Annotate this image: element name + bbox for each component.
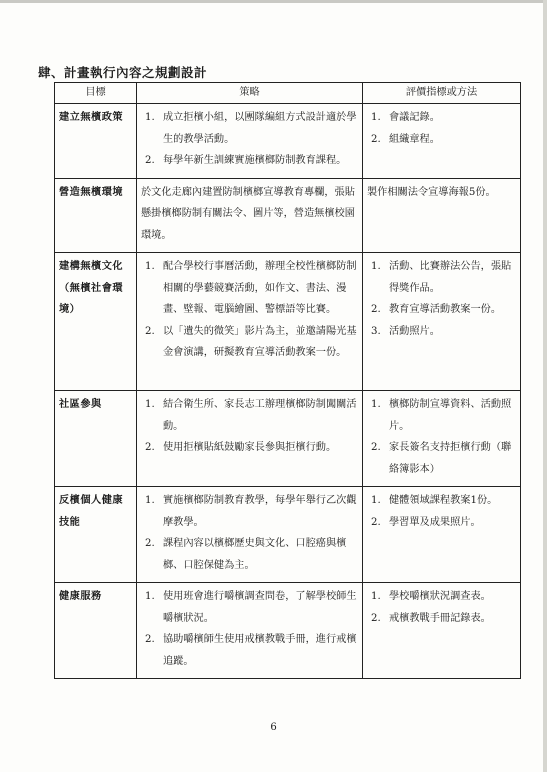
strategy-item [141, 150, 358, 172]
item-number: 2. [145, 155, 155, 166]
goal-cell [55, 178, 137, 253]
evaluation-text: 製作相關法令宣導海報5份。 [367, 186, 496, 198]
item-number: 2. [145, 634, 155, 645]
item-text: 結合衛生所、家長志工辦理檳榔防制闖關活動。 [163, 399, 357, 432]
strategy-cell [137, 178, 363, 253]
item-text: 課程內容以檳榔歷史與文化、口腔癌與檳榔、口腔保健為主。 [163, 538, 347, 571]
goal-cell [55, 583, 137, 679]
item-text: 實施檳榔防制教育教學，每學年舉行乙次觀摩教學。 [163, 495, 357, 528]
strategy-item [141, 321, 358, 364]
goal-label: 營造無檳環境 [59, 185, 124, 198]
item-text: 檳榔防制宣導資料、活動照片。 [389, 399, 512, 432]
evaluation-item [367, 129, 516, 151]
item-number: 2. [371, 516, 381, 528]
strategy-item [141, 394, 358, 437]
plan-table [54, 82, 521, 679]
evaluation-item [367, 437, 516, 480]
evaluation-item [367, 608, 516, 630]
scan-edge-right [543, 0, 547, 772]
item-number: 1. [371, 495, 381, 506]
item-text: 配合學校行事曆活動，辦理全校性檳榔防制相關的學藝競賽活動，如作文、書法、漫畫、壁報、電腦繪圖、警標語等比賽。 [163, 261, 357, 315]
item-text: 會議記錄。 [389, 112, 440, 123]
item-number: 3. [371, 325, 381, 337]
header-strategy: 策略 [137, 83, 363, 104]
strategy-item [141, 256, 358, 321]
item-number: 2. [371, 304, 381, 315]
table-row [55, 583, 521, 679]
item-number: 1. [371, 261, 381, 272]
evaluation-cell [363, 583, 521, 679]
item-number: 1. [145, 495, 155, 506]
item-text: 健體領域課程教案1份。 [389, 495, 498, 506]
goal-cell [55, 487, 137, 583]
strategy-item [141, 490, 358, 533]
item-text: 活動、比賽辦法公告，張貼得獎作品。 [389, 261, 512, 294]
evaluation-cell [363, 391, 521, 487]
evaluation-cell [363, 487, 521, 583]
goal-label: 境） [59, 303, 81, 315]
goal-label: 社區參與 [59, 398, 102, 410]
item-number: 2. [371, 442, 381, 453]
goal-label: 技能 [59, 515, 81, 528]
item-text: 教育宣導活動教案一份。 [389, 304, 502, 315]
item-number: 1. [371, 591, 381, 602]
scan-edge-top [0, 0, 547, 3]
table-row [55, 178, 521, 253]
evaluation-item [367, 490, 516, 512]
item-number: 1. [145, 591, 155, 602]
evaluation-item [367, 299, 516, 321]
item-number: 1. [145, 399, 155, 410]
item-text: 每學年新生訓練實施檳榔防制教育課程。 [163, 155, 347, 166]
strategy-cell [137, 391, 363, 487]
evaluation-cell [363, 253, 521, 391]
table-header-row [55, 83, 521, 104]
strategy-item [141, 437, 358, 459]
evaluation-item [367, 321, 516, 343]
strategy-cell [137, 583, 363, 679]
goal-label: 反檳個人健康 [59, 494, 124, 506]
item-text: 戒檳教戰手冊記錄表。 [389, 612, 491, 624]
strategy-cell [137, 253, 363, 391]
evaluation-cell [363, 178, 521, 253]
goal-label: （無檳社會環 [59, 281, 124, 294]
item-number: 1. [371, 112, 381, 123]
item-text: 組織章程。 [389, 133, 440, 145]
table-row [55, 253, 521, 391]
item-text: 家長簽名支持拒檳行動（聯絡簿影本） [389, 442, 512, 475]
item-text: 成立拒檳小組，以團隊編組方式設計適於學生的教學活動。 [163, 112, 357, 145]
item-number: 2. [371, 612, 381, 624]
item-number: 1. [371, 399, 381, 410]
table-row [55, 104, 521, 179]
item-text: 使用拒檳貼紙鼓勵家長參與拒檳行動。 [163, 442, 337, 453]
evaluation-item [367, 107, 516, 129]
goal-label: 建立無檳政策 [59, 111, 124, 123]
table-row [55, 487, 521, 583]
strategy-text: 於文化走廊內建置防制檳榔宣導教育專欄，張貼懸掛檳榔防制有關法令、圖片等，營造無檳校園環境。 [141, 186, 355, 241]
item-number: 1. [145, 261, 155, 272]
evaluation-item [367, 512, 516, 534]
goal-cell [55, 391, 137, 487]
item-text: 使用班會進行嚼檳調查問卷，了解學校師生嚼檳狀況。 [163, 591, 357, 624]
item-text: 以「遺失的微笑」影片為主，並邀請陽光基金會演講，研擬教育宣導活動教案一份。 [163, 325, 357, 358]
strategy-item [141, 586, 358, 629]
item-number: 2. [145, 538, 155, 549]
evaluation-item [367, 394, 516, 437]
item-text: 協助嚼檳師生使用戒檳教戰手冊，進行戒檳追蹤。 [163, 634, 357, 667]
strategy-item [141, 107, 358, 150]
page-number: 6 [270, 722, 277, 733]
strategy-item [141, 533, 358, 576]
strategy-cell [137, 487, 363, 583]
item-text: 學校嚼檳狀況調查表。 [389, 591, 491, 602]
header-goal: 目標 [55, 83, 137, 104]
evaluation-item [367, 256, 516, 299]
strategy-item [141, 629, 358, 672]
table-row [55, 391, 521, 487]
goal-label: 健康服務 [59, 590, 102, 602]
header-evaluation: 評價指標或方法 [363, 83, 521, 104]
goal-label: 建構無檳文化 [59, 260, 124, 272]
item-number: 2. [371, 133, 381, 145]
item-text: 活動照片。 [389, 325, 440, 337]
goal-cell [55, 104, 137, 179]
evaluation-item [367, 586, 516, 608]
item-number: 1. [145, 112, 155, 123]
item-number: 2. [145, 442, 155, 453]
strategy-cell [137, 104, 363, 179]
item-number: 2. [145, 325, 155, 337]
evaluation-cell [363, 104, 521, 179]
item-text: 學習單及成果照片。 [389, 516, 481, 528]
section-title: 肆、計畫執行內容之規劃設計 [38, 65, 208, 80]
goal-cell [55, 253, 137, 391]
